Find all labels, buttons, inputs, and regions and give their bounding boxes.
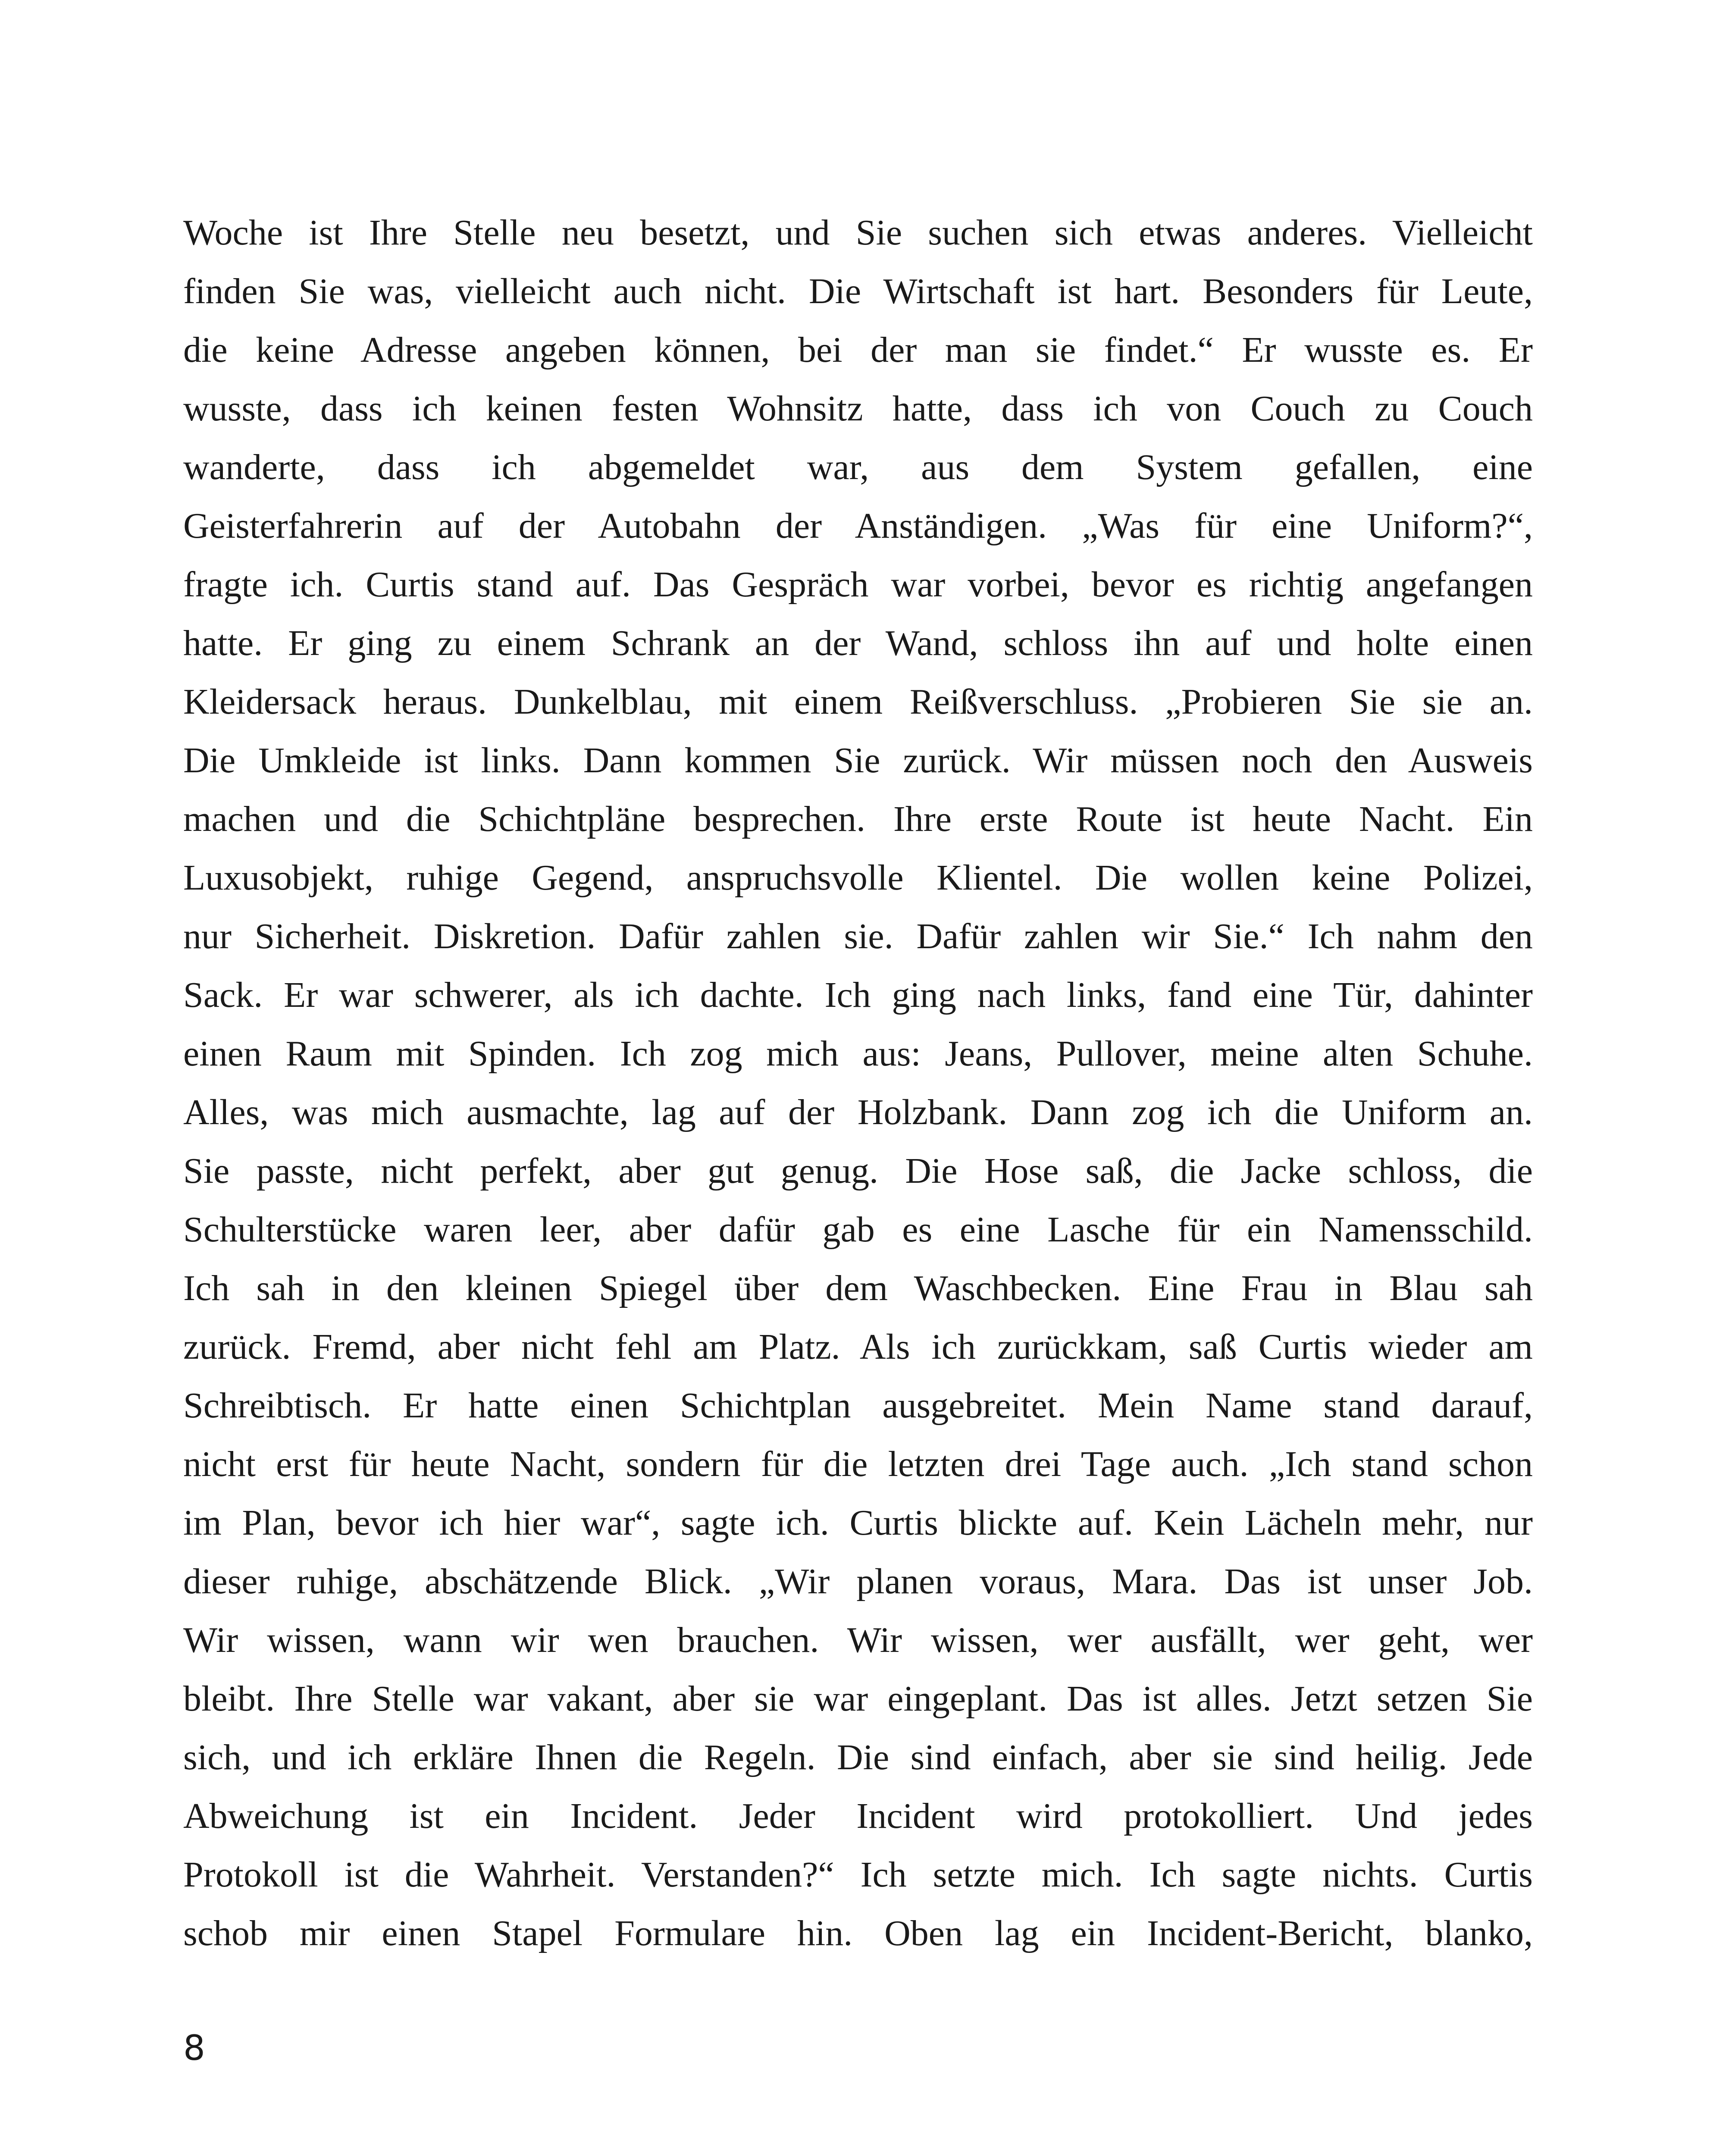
text-line: Alles, was mich ausmachte, lag auf der Holzbank. Dann zog ich die Uniform an. [183, 1092, 1533, 1132]
text-line: schob mir einen Stapel Formulare hin. Oben lag ein Incident-Bericht, blanko, [183, 1913, 1533, 1953]
text-line: wanderte, dass ich abgemeldet war, aus dem System gefallen, eine [183, 447, 1533, 487]
text-line: Sack. Er war schwerer, als ich dachte. Ich ging nach links, fand eine Tür, dahinter [183, 975, 1533, 1015]
body-text [183, 204, 1533, 1963]
text-line: hatte. Er ging zu einem Schrank an der Wand, schloss ihn auf und holte einen [183, 623, 1533, 663]
text-line: einen Raum mit Spinden. Ich zog mich aus: Jeans, Pullover, meine alten Schuhe. [183, 1034, 1533, 1074]
text-line: fragte ich. Curtis stand auf. Das Gespräch war vorbei, bevor es richtig angefangen [183, 564, 1533, 605]
text-line: wusste, dass ich keinen festen Wohnsitz hatte, dass ich von Couch zu Couch [183, 389, 1533, 429]
text-line: dieser ruhige, abschätzende Blick. „Wir planen voraus, Mara. Das ist unser Job. [183, 1561, 1533, 1601]
text-line: Sie passte, nicht perfekt, aber gut genug. Die Hose saß, die Jacke schloss, die [183, 1151, 1533, 1191]
text-line: bleibt. Ihre Stelle war vakant, aber sie war eingeplant. Das ist alles. Jetzt setzen Sie [183, 1679, 1533, 1719]
text-line: machen und die Schichtpläne besprechen. Ihre erste Route ist heute Nacht. Ein [183, 799, 1533, 839]
text-line: Schulterstücke waren leer, aber dafür gab es eine Lasche für ein Namensschild. [183, 1210, 1533, 1250]
text-line: Wir wissen, wann wir wen brauchen. Wir wissen, wer ausfällt, wer geht, wer [183, 1620, 1533, 1660]
text-line: sich, und ich erkläre Ihnen die Regeln. Die sind einfach, aber sie sind heilig. Jede [183, 1737, 1533, 1777]
text-line: Woche ist Ihre Stelle neu besetzt, und Sie suchen sich etwas anderes. Vielleicht [183, 213, 1533, 253]
text-line: finden Sie was, vielleicht auch nicht. Die Wirtschaft ist hart. Besonders für Leute, [183, 271, 1533, 311]
text-line: Schreibtisch. Er hatte einen Schichtplan ausgebreitet. Mein Name stand darauf, [183, 1385, 1533, 1426]
text-line: im Plan, bevor ich hier war“, sagte ich. Curtis blickte auf. Kein Lächeln mehr, nur [183, 1503, 1533, 1543]
text-line: Luxusobjekt, ruhige Gegend, anspruchsvolle Klientel. Die wollen keine Polizei, [183, 858, 1533, 898]
text-line: zurück. Fremd, aber nicht fehl am Platz. Als ich zurückkam, saß Curtis wieder am [183, 1327, 1533, 1367]
text-line: nur Sicherheit. Diskretion. Dafür zahlen sie. Dafür zahlen wir Sie.“ Ich nahm den [183, 916, 1533, 956]
text-line: Geisterfahrerin auf der Autobahn der Anständigen. „Was für eine Uniform?“, [183, 506, 1533, 546]
text-line: die keine Adresse angeben können, bei der man sie findet.“ Er wusste es. Er [183, 330, 1533, 370]
text-line: Kleidersack heraus. Dunkelblau, mit einem Reißverschluss. „Probieren Sie sie an. [183, 682, 1533, 722]
text-line: nicht erst für heute Nacht, sondern für die letzten drei Tage auch. „Ich stand schon [183, 1444, 1533, 1484]
text-line: Die Umkleide ist links. Dann kommen Sie zurück. Wir müssen noch den Ausweis [183, 740, 1533, 780]
page-number: 8 [183, 2028, 205, 2068]
text-line: Abweichung ist ein Incident. Jeder Incident wird protokolliert. Und jedes [183, 1796, 1533, 1836]
text-line: Protokoll ist die Wahrheit. Verstanden?“ Ich setzte mich. Ich sagte nichts. Curtis [183, 1855, 1533, 1895]
text-line: Ich sah in den kleinen Spiegel über dem Waschbecken. Eine Frau in Blau sah [183, 1268, 1533, 1308]
